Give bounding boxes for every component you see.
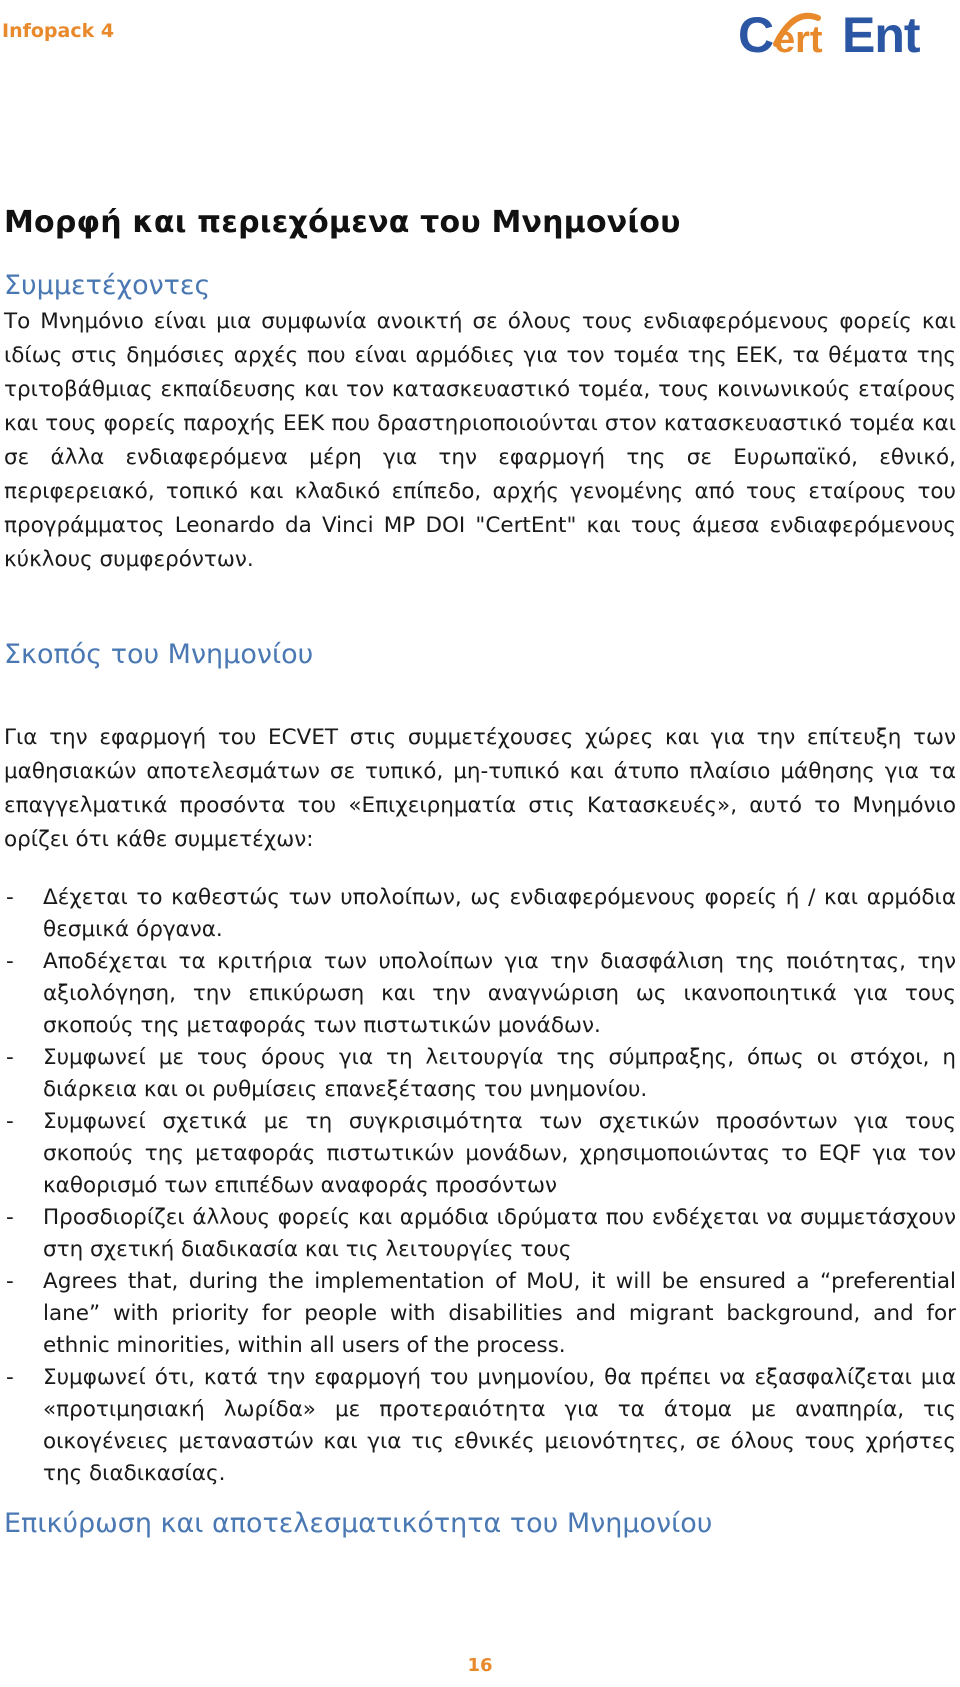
list-item: - Προσδιορίζει άλλους φορείς και αρμόδια ιδρύματα που ενδέχεται να συμμετάσχουν στη σχετική διαδικασία και τις λειτουργίες τους — [4, 1202, 956, 1266]
bullet-dash: - — [6, 1205, 14, 1230]
bullet-dash: - — [6, 949, 14, 974]
certent-logo — [736, 4, 948, 64]
section-heading-validation: Επικύρωση και αποτελεσματικότητα του Μνημονίου — [4, 1508, 713, 1539]
infopack-label: Infopack 4 — [2, 20, 115, 42]
participants-paragraph: Το Μνημόνιο είναι μια συμφωνία ανοικτή σε όλους τους ενδιαφερόμενους φορείς και ιδίως στις δημόσιες αρχές που είναι αρμόδιες για τον τομέα της ΕΕΚ, τα θέματα της τριτοβάθμιας εκπαίδευσης και τον κατασκευαστικό τομέα, τους κοινωνικούς εταίρους και τους φορείς παροχής ΕΕΚ που δραστηριοποιούνται στον κατασκευαστικό τομέα και σε άλλα ενδιαφερόμενα μέρη για την εφαρμογή της σε Ευρωπαϊκό, εθνικό, περιφερειακό, τοπικό και κλαδικό επίπεδο, αρχής γενομένης από τους εταίρους του προγράμματος Leonardo da Vinci MP DOI "CertEnt" και τους άμεσα ενδιαφερόμενους κύκλους συμφερόντων. — [4, 309, 956, 572]
svg-text:C: C — [738, 7, 774, 63]
svg-text:ert: ert — [774, 19, 823, 61]
list-item: - Συμφωνεί σχετικά με τη συγκρισιμότητα των σχετικών προσόντων για τους σκοπούς της μεταφοράς πιστωτικών μονάδων, χρησιμοποιώντας το EQF για τον καθορισμό των επιπέδων αναφοράς προσόντων — [4, 1106, 956, 1202]
bullet-dash: - — [6, 1365, 14, 1390]
bullet-dash: - — [6, 1109, 14, 1134]
page-number: 16 — [467, 1655, 493, 1676]
bullet-dash: - — [6, 885, 14, 910]
list-item: - Agrees that, during the implementation of MoU, it will be ensured a “preferential lane” with priority for people with disabilities and migrant background, and for ethnic minorities, within all users of the process. — [4, 1266, 956, 1362]
svg-text:Ent: Ent — [842, 7, 920, 63]
list-item: - Συμφωνεί με τους όρους για τη λειτουργία της σύμπραξης, όπως οι στόχοι, η διάρκεια και οι ρυθμίσεις επανεξέτασης του μνημονίου. — [4, 1042, 956, 1106]
list-item: - Αποδέχεται τα κριτήρια των υπολοίπων για την διασφάλιση της ποιότητας, την αξιολόγηση, την επικύρωση και την αναγνώριση ως ικανοποιητικά για τους σκοπούς της μεταφοράς των πιστωτικών μονάδων. — [4, 946, 956, 1042]
list-item: - Δέχεται το καθεστώς των υπολοίπων, ως ενδιαφερόμενους φορείς ή / και αρμόδια θεσμικά όργανα. — [4, 882, 956, 946]
section-heading-purpose: Σκοπός του Μνημονίου — [4, 639, 314, 670]
purpose-paragraph: Για την εφαρμογή του ECVET στις συμμετέχουσες χώρες και για την επίτευξη των μαθησιακών αποτελεσμάτων σε τυπικό, μη-τυπικό και άτυπο πλαίσιο μάθησης για τα επαγγελματικά προσόντα του «Επιχειρηματία στις Κατασκευές», αυτό το Μνημόνιο ορίζει ότι κάθε συμμετέχων: — [4, 725, 956, 852]
list-item: - Συμφωνεί ότι, κατά την εφαρμογή του μνημονίου, θα πρέπει να εξασφαλίζεται μια «προτιμησιακή λωρίδα» με προτεραιότητα για τα άτομα με αναπηρία, τις οικογένειες μεταναστών και για τις εθνικές μειονότητες, σε όλους τους χρήστες της διαδικασίας. — [4, 1362, 956, 1490]
commitments-list — [4, 882, 956, 1490]
bullet-dash: - — [6, 1269, 14, 1294]
bullet-dash: - — [6, 1045, 14, 1070]
page-title: Μορφή και περιεχόμενα του Μνημονίου — [4, 205, 681, 240]
section-heading-participants: Συμμετέχοντες — [4, 270, 211, 301]
